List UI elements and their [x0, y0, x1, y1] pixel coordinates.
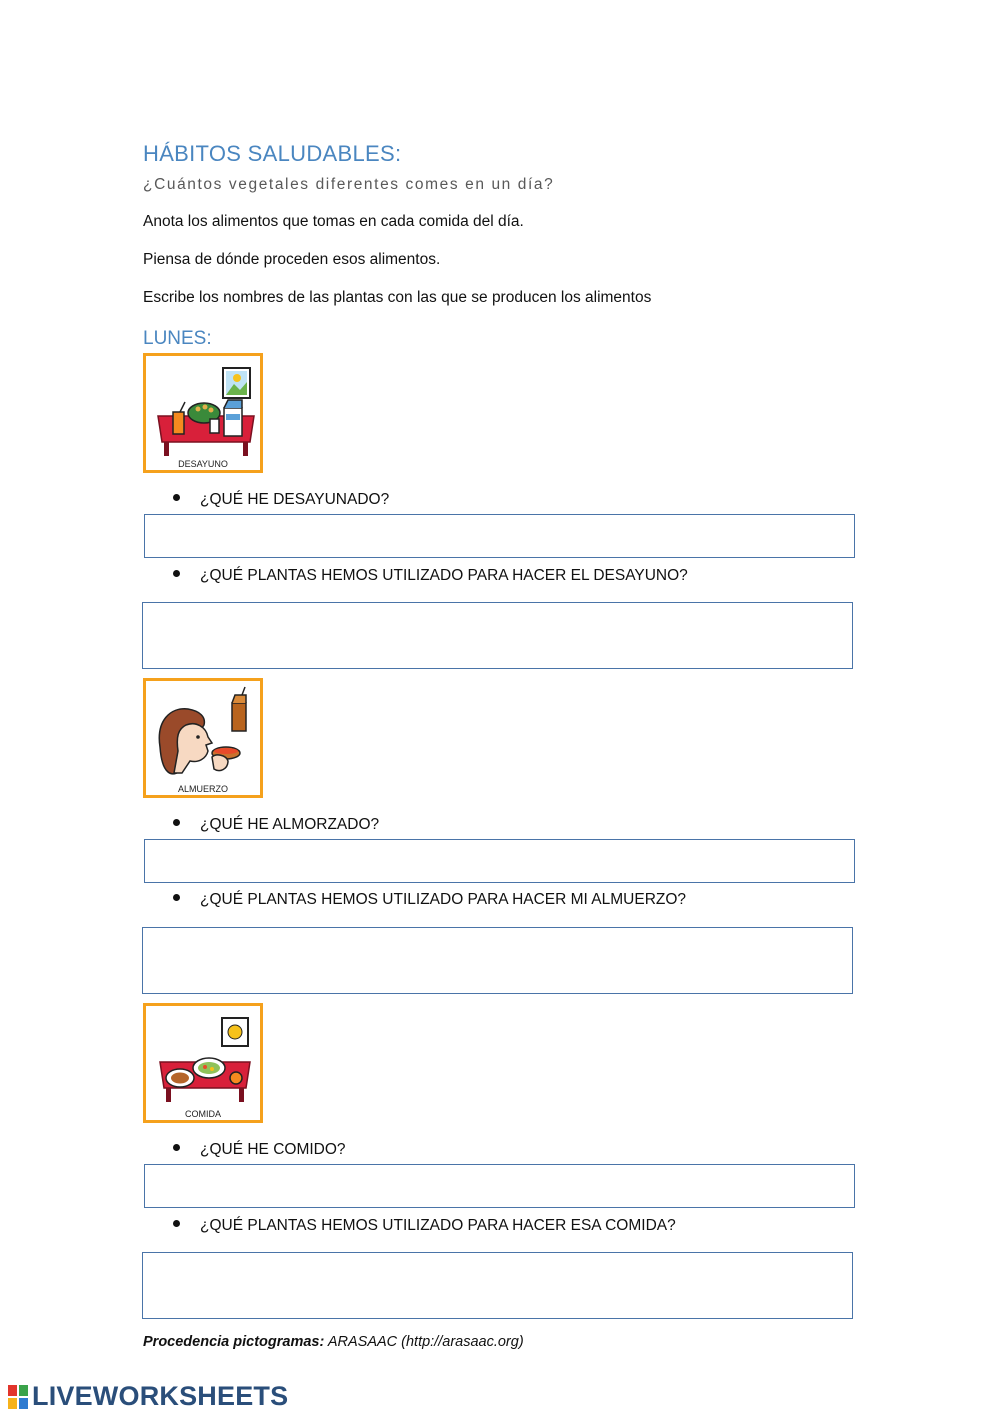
bullet-icon — [173, 819, 180, 826]
instruction-1: Anota los alimentos que tomas en cada comida del día. — [143, 213, 524, 230]
page-subtitle: ¿Cuántos vegetales diferentes comes en un día? — [143, 176, 555, 193]
bullet-icon — [173, 570, 180, 577]
page-title: HÁBITOS SALUDABLES: — [143, 141, 402, 166]
breakfast-answer-input[interactable] — [144, 514, 855, 558]
lunch-pictogram — [143, 678, 263, 798]
liveworksheets-logo-icon — [8, 1385, 28, 1409]
meal-icon — [146, 1006, 260, 1120]
person-eating-icon — [146, 681, 260, 795]
lunch-plants-input[interactable] — [142, 927, 853, 994]
liveworksheets-logo[interactable] — [8, 1381, 288, 1412]
breakfast-icon — [146, 356, 260, 470]
bullet-icon — [173, 1144, 180, 1151]
meal-pictogram — [143, 1003, 263, 1123]
bullet-icon — [173, 494, 180, 501]
lunch-picto-label: ALMUERZO — [177, 784, 228, 794]
meal-question-1: ¿QUÉ HE COMIDO? — [173, 1141, 346, 1159]
source-label: Procedencia pictogramas: — [143, 1334, 325, 1350]
lunch-answer-input[interactable] — [144, 839, 855, 883]
instruction-2: Piensa de dónde proceden esos alimentos. — [143, 251, 441, 268]
pictogram-source — [143, 1334, 524, 1350]
brand-name: LIVEWORKSHEETS — [32, 1381, 289, 1411]
instruction-3: Escribe los nombres de las plantas con las que se producen los alimentos — [143, 289, 652, 306]
source-text: ARASAAC (http://arasaac.org) — [327, 1334, 524, 1350]
breakfast-pictogram — [143, 353, 263, 473]
bullet-icon — [173, 1220, 180, 1227]
meal-picto-label: COMIDA — [185, 1109, 221, 1119]
lunch-question-1: ¿QUÉ HE ALMORZADO? — [173, 816, 379, 834]
day-heading: LUNES: — [143, 328, 212, 349]
lunch-question-2: ¿QUÉ PLANTAS HEMOS UTILIZADO PARA HACER MI ALMUERZO? — [173, 891, 686, 909]
breakfast-plants-input[interactable] — [142, 602, 853, 669]
meal-answer-input[interactable] — [144, 1164, 855, 1208]
bullet-icon — [173, 894, 180, 901]
breakfast-question-2: ¿QUÉ PLANTAS HEMOS UTILIZADO PARA HACER EL DESAYUNO? — [173, 567, 688, 585]
breakfast-picto-label: DESAYUNO — [178, 459, 228, 469]
meal-plants-input[interactable] — [142, 1252, 853, 1319]
meal-question-2: ¿QUÉ PLANTAS HEMOS UTILIZADO PARA HACER ESA COMIDA? — [173, 1217, 676, 1235]
breakfast-question-1: ¿QUÉ HE DESAYUNADO? — [173, 491, 389, 509]
